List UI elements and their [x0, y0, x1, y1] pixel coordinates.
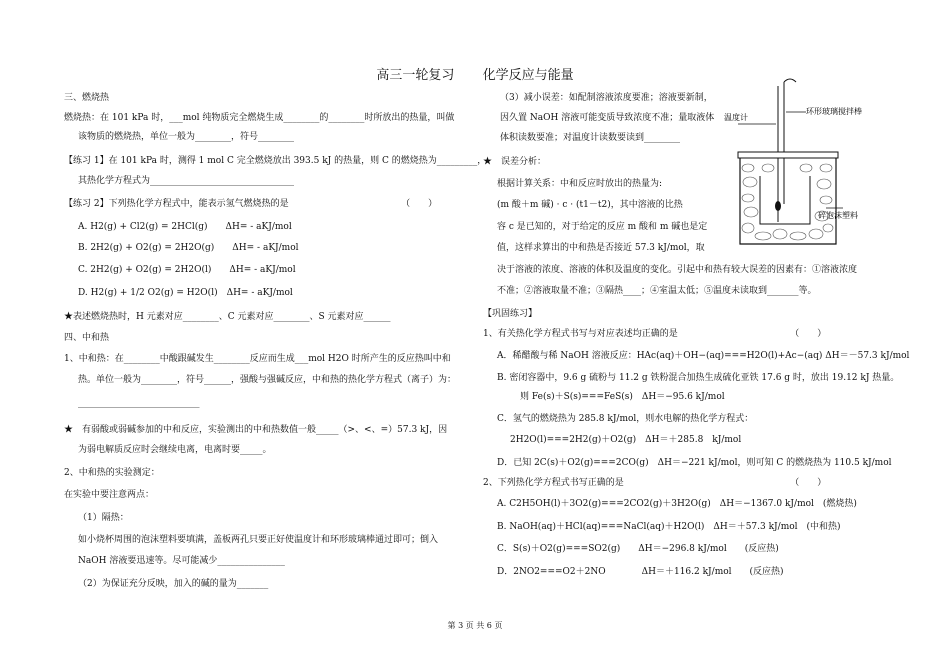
text-line: 体积读数要准；对温度计读数要读到________ [500, 133, 681, 143]
text-line: 容 c 是已知的，对于给定的反应 m 酸和 m 碱也是定 [497, 222, 708, 232]
exercise-1: 【练习 1】在 101 kPa 时，测得 1 mol C 完全燃烧放出 393.5 kJ 的热量，则 C 的燃烧热为_________， [64, 156, 487, 166]
thermometer-bulb [775, 201, 781, 211]
text-line: 因久置 NaOH 溶液可能变质导致浓度不准；量取液体 [500, 113, 715, 123]
title-topic: 化学反应与能量 [482, 68, 574, 83]
option-c: C．氢气的燃烧热为 285.8 kJ/mol，则水电解的热化学方程式： [497, 414, 754, 424]
option-b: B. NaOH(aq)＋HCl(aq)===NaCl(aq)＋H2O(l) ΔH＝＋57.3 kJ/mol (中和热) [497, 522, 841, 532]
text-line: （1）隔热： [78, 513, 129, 523]
text-line: 其热化学方程式为________________________________ [78, 176, 295, 186]
text-line: （2）为保证充分反映，加入的碱的量为_______ [78, 579, 269, 589]
text-line: 1、中和热：在________中酸跟碱发生________反应而生成___mol H2O 时所产生的反应热叫中和 [64, 354, 451, 364]
text-line: 该物质的燃烧热，单位一般为________，符号________ [78, 132, 295, 142]
title-course: 高三一轮复习 [376, 68, 455, 83]
note-line: ★ 误差分析： [483, 157, 547, 167]
calorimeter-diagram [718, 72, 878, 250]
thermometer-label: 温度计 [724, 113, 748, 122]
text-line: 燃烧热：在 101 kPa 时，___mol 纯物质完全燃烧生成________的________时所放出的热量，叫做 [64, 113, 455, 123]
stirrer-label: 环形玻璃搅拌棒 [806, 107, 862, 116]
option-a: A. C2H5OH(l)＋3O2(g)===2CO2(g)＋3H2O(g) ΔH＝−1367.0 kJ/mol (燃烧热) [497, 499, 857, 509]
section-practice-heading: 【巩固练习】 [483, 309, 538, 319]
text-line: 则 Fe(s)＋S(s)===FeS(s) ΔH＝−95.6 kJ/mol [520, 392, 725, 402]
small-beaker [760, 176, 810, 224]
text-line: 2、中和热的实验测定： [64, 468, 160, 478]
option-d: D．已知 2C(s)＋O2(g)===2CO(g) ΔH＝−221 kJ/mol，则可知 C 的燃烧热为 110.5 kJ/mol [497, 458, 892, 468]
section-combustion-heading: 三、燃烧热 [64, 93, 110, 103]
question-2: 2、下列热化学方程式书写正确的是 （ ） [483, 478, 827, 488]
section-neutralization-heading: 四、中和热 [64, 333, 110, 343]
option-d: D．2NO2===O2＋2NO ΔH＝＋116.2 kJ/mol (反应热) [497, 567, 784, 577]
text-line: 决于溶液的浓度、溶液的体积及温度的变化。引起中和热有较大误差的因素有：①溶液浓度 [497, 265, 858, 275]
text-line: 为弱电解质反应时会继续电离，电离时要_____。 [78, 445, 272, 455]
option-d: D. H2(g) + 1/2 O2(g) = H2O(l) ΔH= - aKJ/mol [78, 288, 293, 298]
option-a: A．稀醋酸与稀 NaOH 溶液反应：HAc(aq)＋OH−(aq)===H2O(l)+Ac−(aq) ΔH＝－57.3 kJ/mol [497, 351, 910, 361]
text-line: NaOH 溶液要迅速等。尽可能减少_______________ [78, 556, 285, 566]
text-line: 在实验中要注意两点： [64, 490, 155, 500]
option-c: C. 2H2(g) + O2(g) = 2H2O(l) ΔH= - aKJ/mol [78, 265, 296, 275]
option-c: C．S(s)＋O2(g)===SO2(g) ΔH＝−296.8 kJ/mol (反应热) [497, 544, 779, 554]
text-line: 如小烧杯周围的泡沫塑料要填满，盖板两孔只要正好使温度计和环形玻璃棒通过即可；倒入 [78, 535, 439, 545]
option-b: B. 2H2(g) + O2(g) = 2H2O(g) ΔH= - aKJ/mol [78, 243, 299, 253]
text-line: （3）减小误差：如配制溶液浓度要准；溶液要新制， [500, 93, 713, 103]
page-title [330, 64, 620, 83]
answer-line: ___________________________ [78, 398, 200, 408]
text-line: (m 酸＋m 碱) · c · (t1－t2)，其中溶液的比热 [497, 200, 683, 210]
exercise-2: 【练习 2】下列热化学方程式中，能表示氢气燃烧热的是 （ ） [64, 199, 438, 209]
text-line: 根据计算关系：中和反应时放出的热量为: [497, 179, 663, 189]
text-line: 不准；②溶液取量不准；③隔热____；④室温太低；⑤温度未读取到_______等。 [497, 286, 817, 296]
foam-label: 碎泡沫塑料 [818, 211, 858, 220]
text-line: 2H2O(l)===2H2(g)＋O2(g) ΔH＝＋285.8 kJ/mol [510, 435, 742, 445]
text-line: 热。单位一般为________，符号______，强酸与强碱反应，中和热的热化学方程式（离子）为： [78, 375, 457, 385]
question-1: 1、有关热化学方程式书写与对应表述均正确的是 （ ） [483, 329, 827, 339]
cover-plate [738, 152, 838, 158]
note-line: ★表述燃烧热时，H 元素对应________、C 元素对应________、S 元素对应______ [64, 312, 391, 322]
foam-filling [742, 164, 833, 240]
option-a: A. H2(g) + Cl2(g) = 2HCl(g) ΔH= - aKJ/mol [78, 222, 292, 232]
text-line: 值，这样求算出的中和热是否接近 57.3 kJ/mol，取 [497, 243, 705, 253]
page-number: 第 3 页 共 6 页 [447, 621, 503, 630]
option-b: B. 密闭容器中，9.6 g 硫粉与 11.2 g 铁粉混合加热生成硫化亚铁 17.6 g 时，放出 19.12 kJ 热量。 [497, 373, 900, 383]
note-line: ★ 有弱酸或弱碱参加的中和反应，实验测出的中和热数值一般_____（>、<、=）57.3 kJ，因 [64, 425, 448, 435]
